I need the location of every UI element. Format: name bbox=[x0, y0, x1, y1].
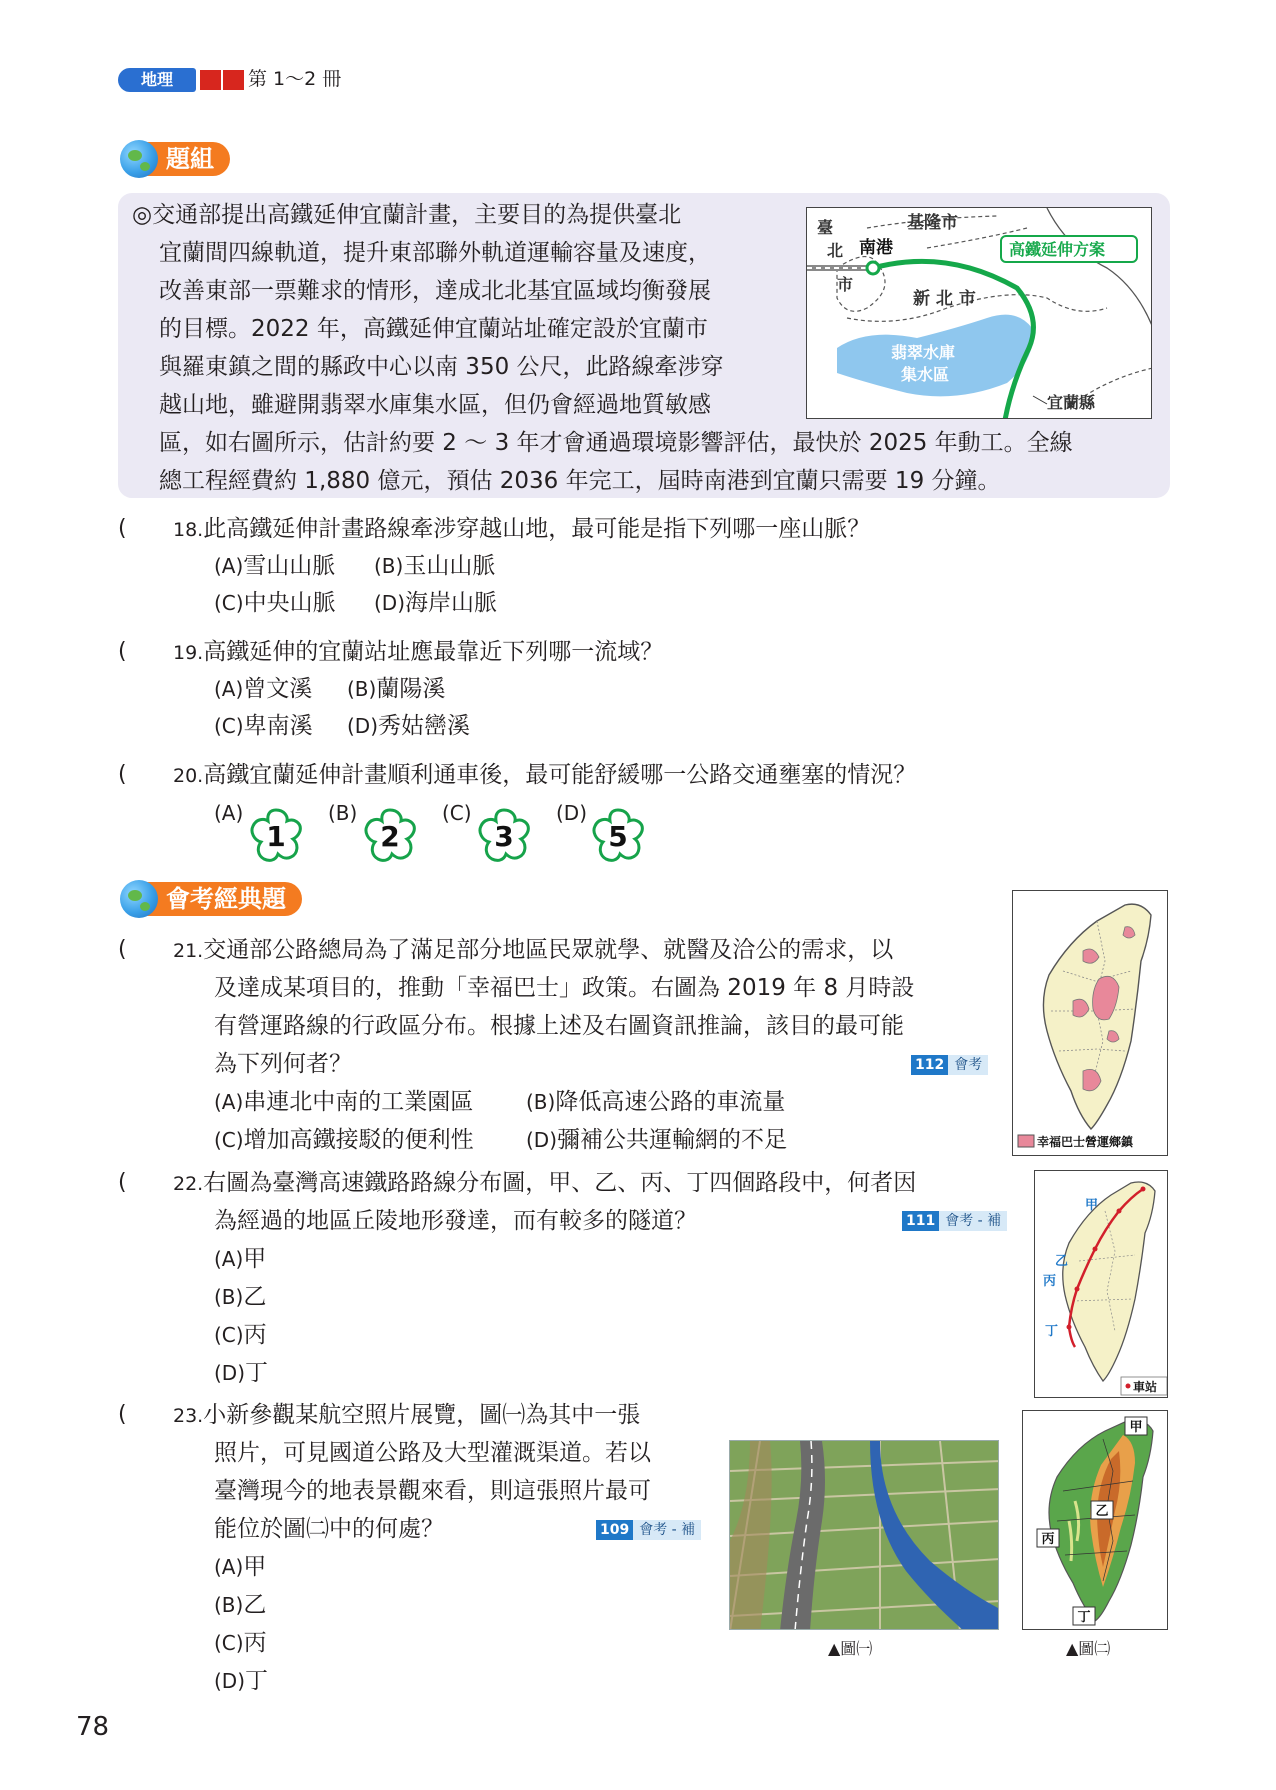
question-text: 交通部公路總局為了滿足部分地區民眾就學、就醫及洽公的需求，以 bbox=[203, 937, 894, 963]
option-d: (D)丁 bbox=[214, 1360, 269, 1386]
globe-icon bbox=[120, 140, 158, 178]
map-label: 丁 bbox=[1045, 1324, 1059, 1339]
passage-line: 的目標。2022 年，高鐵延伸宜蘭站址確定設於宜蘭市 bbox=[159, 316, 708, 342]
hsr-extension-map bbox=[806, 207, 1152, 419]
aerial-photo-graphic bbox=[730, 1441, 999, 1630]
map-label: 乙 bbox=[1095, 1504, 1109, 1519]
globe-icon bbox=[120, 880, 158, 918]
passage-line: 改善東部一票難求的情形，達成北北基宜區域均衡發展 bbox=[159, 278, 711, 304]
question-number: 23. bbox=[173, 1405, 204, 1427]
option-c: (C)丙 bbox=[214, 1322, 267, 1348]
question-number: 20. bbox=[173, 765, 204, 787]
passage-line: 區，如右圖所示，估計約要 2 ～ 3 年才會通過環境影響評估，最快於 2025 年動工。全線 bbox=[159, 430, 1073, 456]
question-text-line: 能位於圖㈡中的何處？ bbox=[214, 1516, 444, 1542]
aerial-photo bbox=[729, 1440, 999, 1630]
passage-line: 與羅東鎮之間的縣政中心以南 350 公尺，此路線牽涉穿 bbox=[159, 354, 724, 380]
passage-line: 總工程經費約 1,880 億元，預估 2036 年完工，屆時南港到宜蘭只需要 19 分鐘。 bbox=[159, 468, 1001, 494]
option-a: (A)曾文溪 bbox=[214, 676, 313, 702]
highway-number: 2 bbox=[380, 820, 400, 853]
question-number: 18. bbox=[173, 519, 204, 541]
question-text-line: 及達成某項目的，推動「幸福巴士」政策。右圖為 2019 年 8 月時設 bbox=[214, 975, 915, 1001]
exam-badge: 109 會考 - 補 bbox=[596, 1520, 701, 1540]
option-b: (B)降低高速公路的車流量 bbox=[526, 1089, 786, 1115]
option-b: (B)蘭陽溪 bbox=[347, 676, 446, 702]
map-label-taipei: 臺 bbox=[817, 218, 834, 237]
highway-number: 3 bbox=[494, 820, 514, 853]
map-label-keelung: 基隆市 bbox=[907, 213, 958, 233]
question-number: 22. bbox=[173, 1173, 204, 1195]
question-text: 右圖為臺灣高速鐵路路線分布圖，甲、乙、丙、丁四個路段中，何者因 bbox=[203, 1170, 917, 1196]
question-text: 此高鐵延伸計畫路線牽涉穿越山地，最可能是指下列哪一座山脈？ bbox=[203, 516, 871, 542]
question-text: 高鐵延伸的宜蘭站址應最靠近下列哪一流域？ bbox=[203, 639, 664, 665]
map-label: 丙 bbox=[1041, 1532, 1055, 1547]
option-d: (D)海岸山脈 bbox=[374, 590, 498, 616]
map-label: 丙 bbox=[1043, 1274, 1057, 1289]
option-b: (B)乙 bbox=[214, 1284, 267, 1310]
passage-line: ◎交通部提出高鐵延伸宜蘭計畫，主要目的為提供臺北 bbox=[132, 202, 682, 228]
map-label-taipei: 市 bbox=[837, 275, 854, 294]
happy-bus-map bbox=[1012, 890, 1168, 1156]
question-text: 小新參觀某航空照片展覽，圖㈠為其中一張 bbox=[203, 1402, 641, 1428]
answer-paren: ( bbox=[118, 516, 127, 541]
hsr-extension-map-graphic bbox=[807, 208, 1152, 419]
question-text-line: 為經過的地區丘陵地形發達，而有較多的隧道？ bbox=[214, 1208, 697, 1234]
answer-paren: ( bbox=[118, 762, 127, 787]
option-b: (B) bbox=[328, 801, 358, 825]
answer-paren: ( bbox=[118, 639, 127, 664]
option-c: (C)增加高鐵接駁的便利性 bbox=[214, 1127, 474, 1153]
hsr-route-map bbox=[1034, 1170, 1168, 1398]
option-a: (A)甲 bbox=[214, 1246, 267, 1272]
highway-sign-icon bbox=[588, 806, 648, 864]
section-title: 會考經典題 bbox=[144, 882, 302, 916]
question-stem bbox=[173, 514, 870, 545]
terrain-map-graphic bbox=[1023, 1411, 1168, 1630]
terrain-map bbox=[1022, 1410, 1168, 1630]
option-d: (D)丁 bbox=[214, 1668, 269, 1694]
option-d: (D)秀姑巒溪 bbox=[347, 713, 471, 739]
option-c: (C) bbox=[442, 801, 472, 825]
question-text-line: 臺灣現今的地表景觀來看，則這張照片最可 bbox=[214, 1478, 651, 1504]
option-d: (D)彌補公共運輸網的不足 bbox=[526, 1127, 788, 1153]
exam-badge: 112 會考 bbox=[911, 1055, 988, 1075]
highway-sign-icon bbox=[246, 806, 306, 864]
highway-sign-icon bbox=[360, 806, 420, 864]
map-label-yilan: 宜蘭縣 bbox=[1047, 393, 1096, 412]
map-label-newtaipei: 新 北 市 bbox=[913, 289, 976, 309]
option-a: (A)串連北中南的工業園區 bbox=[214, 1089, 474, 1115]
map-label-reservoir: 集水區 bbox=[901, 365, 950, 384]
option-b: (B)乙 bbox=[214, 1592, 267, 1618]
option-c: (C)丙 bbox=[214, 1630, 267, 1656]
option-a: (A)甲 bbox=[214, 1554, 267, 1580]
map-label: 乙 bbox=[1055, 1254, 1069, 1269]
option-d: (D) bbox=[556, 801, 588, 825]
highway-number: 5 bbox=[608, 820, 628, 853]
book-logo bbox=[200, 70, 246, 90]
map-label-nangang: 南港 bbox=[859, 238, 893, 258]
book-title: 第 1～2 冊 bbox=[248, 68, 342, 90]
map-legend: 幸福巴士營運鄉鎮 bbox=[1037, 1135, 1134, 1149]
happy-bus-map-graphic bbox=[1013, 891, 1168, 1156]
passage-line: 宜蘭間四線軌道，提升東部聯外軌道運輸容量及速度， bbox=[159, 240, 711, 266]
map-label-taipei: 北 bbox=[827, 241, 844, 260]
section-title: 題組 bbox=[144, 142, 230, 176]
answer-paren: ( bbox=[118, 1170, 127, 1195]
map-legend: 車站 bbox=[1133, 1380, 1158, 1394]
map-label: 甲 bbox=[1085, 1198, 1099, 1213]
question-stem bbox=[173, 935, 893, 966]
figure-caption: ▲圖㈠ bbox=[828, 1639, 873, 1658]
subject-tag: 地理 bbox=[118, 68, 196, 92]
option-c: (C)中央山脈 bbox=[214, 590, 336, 616]
question-stem bbox=[173, 1168, 916, 1199]
question-number: 19. bbox=[173, 642, 204, 664]
figure-caption: ▲圖㈡ bbox=[1066, 1639, 1111, 1658]
question-stem bbox=[173, 637, 663, 668]
passage-line: 越山地，雖避開翡翠水庫集水區，但仍會經過地質敏感 bbox=[159, 392, 711, 418]
option-a: (A) bbox=[214, 801, 244, 825]
question-text: 高鐵宜蘭延伸計畫順利通車後，最可能舒緩哪一公路交通壅塞的情況？ bbox=[203, 762, 917, 788]
question-stem bbox=[173, 760, 916, 791]
question-text-line: 為下列何者？ bbox=[214, 1051, 352, 1077]
hsr-route-map-graphic bbox=[1035, 1171, 1168, 1398]
highway-number: 1 bbox=[266, 820, 286, 853]
option-b: (B)玉山山脈 bbox=[374, 553, 496, 579]
exam-badge: 111 會考 - 補 bbox=[902, 1211, 1007, 1231]
page-number: 78 bbox=[76, 1712, 110, 1742]
answer-paren: ( bbox=[118, 937, 127, 962]
option-c: (C)卑南溪 bbox=[214, 713, 313, 739]
map-label-reservoir: 翡翠水庫 bbox=[891, 343, 956, 362]
question-text-line: 照片，可見國道公路及大型灌溉渠道。若以 bbox=[214, 1440, 651, 1466]
map-label: 丁 bbox=[1077, 1610, 1091, 1625]
question-stem bbox=[173, 1400, 640, 1431]
highway-sign-icon bbox=[474, 806, 534, 864]
question-text-line: 有營運路線的行政區分布。根據上述及右圖資訊推論，該目的最可能 bbox=[214, 1013, 904, 1039]
map-plan-label: 高鐵延伸方案 bbox=[1009, 240, 1106, 259]
question-number: 21. bbox=[173, 940, 204, 962]
answer-paren: ( bbox=[118, 1402, 127, 1427]
option-a: (A)雪山山脈 bbox=[214, 553, 336, 579]
map-label: 甲 bbox=[1129, 1420, 1143, 1435]
